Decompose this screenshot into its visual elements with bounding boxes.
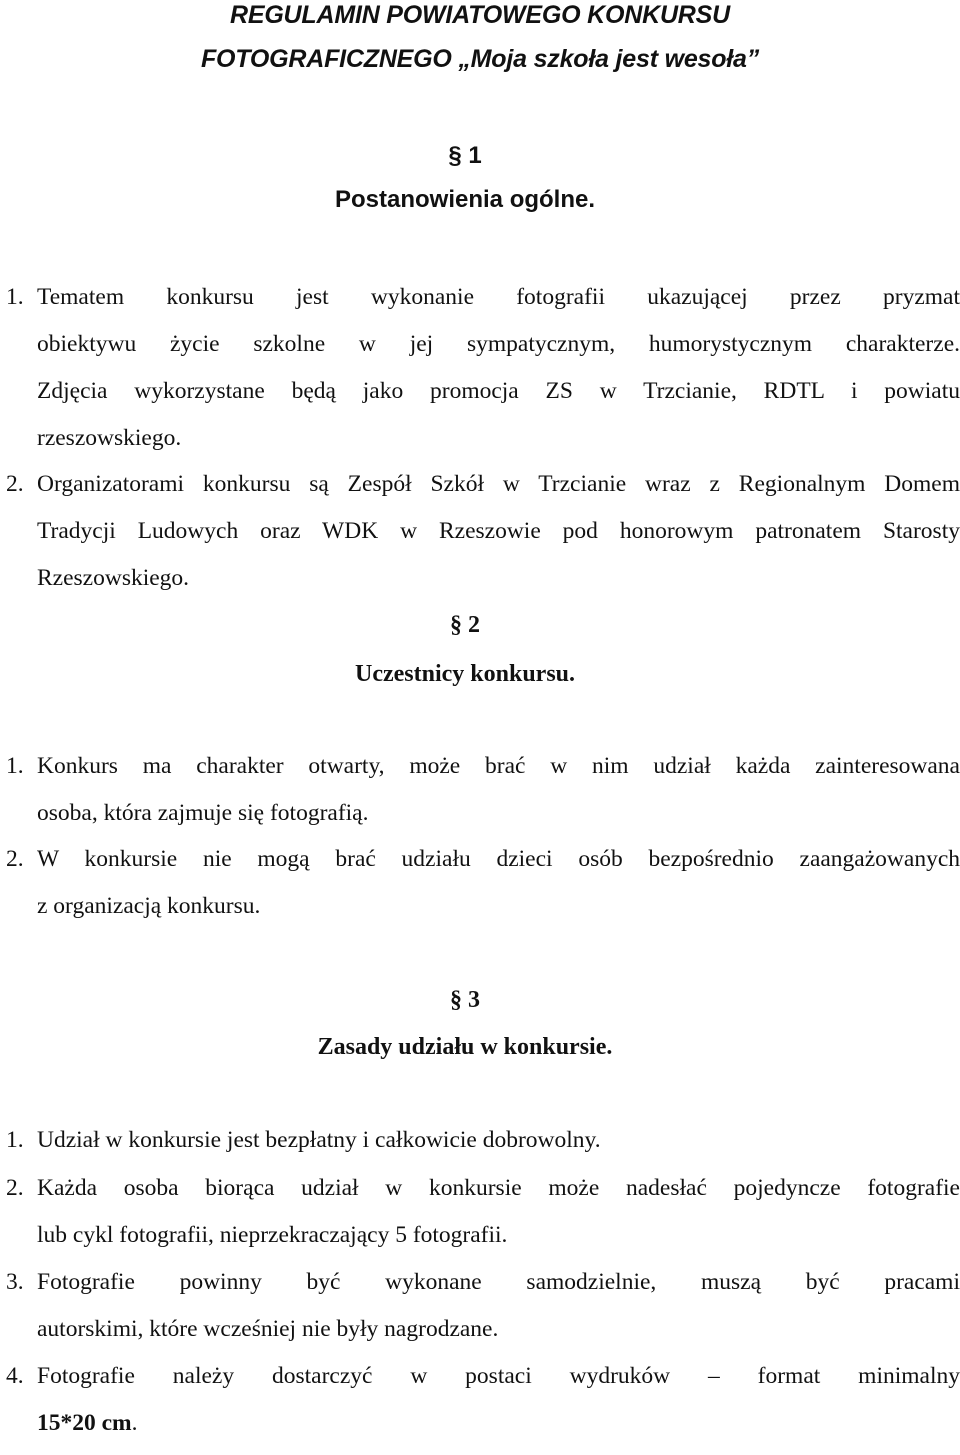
item-line xyxy=(37,1408,960,1455)
item-line: Konkurs ma charakter otwarty, może brać w nim udział każda zainteresowana xyxy=(37,753,960,779)
item-line: rzeszowskiego. xyxy=(37,425,182,451)
section-2-mark: § 2 xyxy=(450,612,480,638)
item-line: Rzeszowskiego. xyxy=(37,565,190,591)
item-line: autorskimi, które wcześniej nie były nagrodzane. xyxy=(37,1316,499,1342)
section-1-mark: § 1 xyxy=(448,142,482,169)
item-line: Tradycji Ludowych oraz WDK w Rzeszowie pod honorowym patronatem Starosty xyxy=(37,518,960,544)
item-line: Fotografie powinny być wykonane samodzielnie, muszą być pracami xyxy=(37,1269,960,1295)
item-number: 2. xyxy=(6,471,24,497)
item-line: W konkursie nie mogą brać udziału dzieci osób bezpośrednio zaangażowanych xyxy=(37,846,960,872)
item-number: 1. xyxy=(6,284,24,310)
section-3-heading: Zasady udziału w konkursie. xyxy=(317,1034,613,1060)
item-number: 1. xyxy=(6,1127,24,1153)
item-number: 3. xyxy=(6,1269,24,1295)
item-line: Udział w konkursie jest bezpłatny i całkowicie dobrowolny. xyxy=(37,1127,601,1153)
item-line: Fotografie należy dostarczyć w postaci wydruków – format minimalny xyxy=(37,1363,960,1389)
item-line: osoba, która zajmuje się fotografią. xyxy=(37,800,369,826)
item-line: obiektywu życie szkolne w jej sympatycznym, humorystycznym charakterze. xyxy=(37,331,960,357)
document-title-line-1: REGULAMIN POWIATOWEGO KONKURSU xyxy=(229,1,730,29)
format-size-bold: 15*20 cm xyxy=(37,1410,132,1436)
item-number: 1. xyxy=(6,753,24,779)
item-line: Każda osoba biorąca udział w konkursie może nadesłać pojedyncze fotografie xyxy=(37,1175,960,1201)
document-title-line-2: FOTOGRAFICZNEGO „Moja szkoła jest wesoła” xyxy=(200,45,760,73)
section-2-heading: Uczestnicy konkursu. xyxy=(354,661,576,687)
section-3-mark: § 3 xyxy=(450,987,480,1013)
item-number: 4. xyxy=(6,1363,24,1389)
section-1-heading: Postanowienia ogólne. xyxy=(334,186,596,213)
item-line: Zdjęcia wykorzystane będą jako promocja ZS w Trzcianie, RDTL i powiatu xyxy=(37,378,960,404)
item-number: 2. xyxy=(6,846,24,872)
item-line: lub cykl fotografii, nieprzekraczający 5 fotografii. xyxy=(37,1222,508,1248)
item-line: Organizatorami konkursu są Zespół Szkół w Trzcianie wraz z Regionalnym Domem xyxy=(37,471,960,497)
format-size-suffix: . xyxy=(131,1410,138,1436)
item-line: z organizacją konkursu. xyxy=(37,893,261,919)
item-line: Tematem konkursu jest wykonanie fotografii ukazującej przez pryzmat xyxy=(37,284,960,310)
item-number: 2. xyxy=(6,1175,24,1201)
